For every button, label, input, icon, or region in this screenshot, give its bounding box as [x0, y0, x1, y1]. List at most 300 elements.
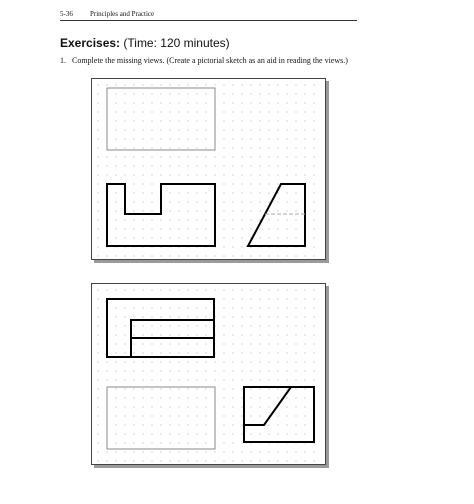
grid-dot — [304, 361, 305, 362]
grid-dot — [268, 147, 269, 148]
grid-dot — [223, 156, 224, 157]
grid-dot — [277, 102, 278, 103]
grid-dot — [277, 361, 278, 362]
grid-dot — [268, 120, 269, 121]
grid-dot — [205, 129, 206, 130]
grid-dot — [97, 289, 98, 290]
grid-dot — [133, 397, 134, 398]
grid-dot — [259, 415, 260, 416]
grid-dot — [277, 84, 278, 85]
grid-dot — [313, 111, 314, 112]
grid-dot — [313, 174, 314, 175]
grid-dot — [169, 165, 170, 166]
instruction-number: 1. — [60, 56, 66, 65]
grid-dot — [151, 147, 152, 148]
grid-dot — [268, 406, 269, 407]
grid-dot — [97, 246, 98, 247]
grid-dot — [133, 316, 134, 317]
grid-dot — [313, 192, 314, 193]
grid-dot — [178, 415, 179, 416]
grid-dot — [295, 307, 296, 308]
grid-dot — [295, 298, 296, 299]
grid-dot — [169, 343, 170, 344]
grid-dot — [313, 102, 314, 103]
grid-dot — [232, 415, 233, 416]
grid-dot — [313, 147, 314, 148]
grid-dot — [250, 111, 251, 112]
grid-dot — [232, 334, 233, 335]
grid-dot — [295, 201, 296, 202]
grid-dot — [133, 102, 134, 103]
grid-dot — [187, 102, 188, 103]
grid-dot — [241, 316, 242, 317]
grid-dot — [169, 433, 170, 434]
grid-dot — [250, 219, 251, 220]
grid-dot — [295, 237, 296, 238]
grid-dot — [142, 237, 143, 238]
grid-dot — [142, 147, 143, 148]
grid-dot — [295, 325, 296, 326]
grid-dot — [241, 298, 242, 299]
grid-dot — [304, 352, 305, 353]
grid-dot — [160, 102, 161, 103]
grid-dot — [124, 424, 125, 425]
grid-dot — [277, 129, 278, 130]
grid-dot — [178, 102, 179, 103]
grid-dot — [313, 138, 314, 139]
grid-dot — [196, 156, 197, 157]
grid-dot — [286, 138, 287, 139]
grid-dot — [187, 147, 188, 148]
grid-dot — [115, 138, 116, 139]
grid-dot — [295, 388, 296, 389]
grid-dot — [169, 442, 170, 443]
grid-dot — [160, 147, 161, 148]
grid-dot — [187, 361, 188, 362]
grid-dot — [196, 442, 197, 443]
grid-dot — [223, 433, 224, 434]
grid-dot — [178, 129, 179, 130]
grid-dot — [160, 255, 161, 256]
grid-dot — [295, 397, 296, 398]
grid-dot — [205, 120, 206, 121]
grid-dot — [286, 379, 287, 380]
grid-dot — [205, 147, 206, 148]
grid-dot — [160, 397, 161, 398]
grid-dot — [232, 361, 233, 362]
grid-dot — [277, 379, 278, 380]
grid-dot — [196, 397, 197, 398]
grid-dot — [268, 228, 269, 229]
grid-dot — [223, 307, 224, 308]
grid-dot — [133, 255, 134, 256]
grid-dot — [286, 370, 287, 371]
grid-dot — [205, 442, 206, 443]
grid-dot — [133, 228, 134, 229]
grid-dot — [241, 255, 242, 256]
grid-dot — [115, 406, 116, 407]
grid-dot — [124, 460, 125, 461]
grid-dot — [160, 388, 161, 389]
grid-dot — [205, 93, 206, 94]
grid-dot — [160, 138, 161, 139]
grid-dot — [304, 379, 305, 380]
grid-dot — [223, 460, 224, 461]
grid-dot — [196, 93, 197, 94]
grid-dot — [115, 156, 116, 157]
grid-dot — [250, 165, 251, 166]
grid-dot — [250, 406, 251, 407]
grid-dot — [151, 129, 152, 130]
grid-dot — [169, 210, 170, 211]
grid-dot — [304, 343, 305, 344]
grid-dot — [223, 228, 224, 229]
grid-dot — [151, 93, 152, 94]
grid-dot — [241, 352, 242, 353]
grid-dot — [241, 174, 242, 175]
grid-dot — [187, 129, 188, 130]
grid-dot — [223, 147, 224, 148]
grid-dot — [133, 361, 134, 362]
grid-dot — [277, 174, 278, 175]
grid-dot — [196, 165, 197, 166]
grid-dot — [250, 334, 251, 335]
grid-dot — [268, 210, 269, 211]
grid-dot — [295, 93, 296, 94]
grid-dot — [106, 379, 107, 380]
grid-dot — [286, 388, 287, 389]
grid-dot — [286, 228, 287, 229]
grid-dot — [178, 370, 179, 371]
grid-dot — [196, 361, 197, 362]
grid-dot — [223, 415, 224, 416]
grid-dot — [241, 93, 242, 94]
grid-dot — [241, 433, 242, 434]
grid-dot — [124, 433, 125, 434]
grid-dot — [178, 120, 179, 121]
grid-dot — [187, 370, 188, 371]
grid-dot — [115, 289, 116, 290]
grid-dot — [295, 451, 296, 452]
grid-dot — [286, 415, 287, 416]
grid-dot — [133, 84, 134, 85]
grid-dot — [151, 325, 152, 326]
grid-dot — [196, 255, 197, 256]
grid-dot — [169, 192, 170, 193]
grid-dot — [97, 424, 98, 425]
grid-dot — [223, 406, 224, 407]
grid-dot — [196, 228, 197, 229]
grid-dot — [205, 397, 206, 398]
grid-dot — [295, 316, 296, 317]
instruction-line — [60, 56, 348, 65]
grid-dot — [304, 298, 305, 299]
grid-dot — [151, 120, 152, 121]
grid-dot — [259, 406, 260, 407]
grid-dot — [115, 361, 116, 362]
grid-dot — [250, 433, 251, 434]
grid-dot — [133, 156, 134, 157]
grid-dot — [295, 120, 296, 121]
grid-dot — [196, 138, 197, 139]
grid-dot — [259, 138, 260, 139]
grid-dot — [250, 255, 251, 256]
grid-dot — [313, 237, 314, 238]
grid-dot — [277, 352, 278, 353]
grid-dot — [313, 246, 314, 247]
grid-dot — [124, 102, 125, 103]
grid-dot — [97, 84, 98, 85]
grid-dot — [133, 183, 134, 184]
grid-dot — [106, 460, 107, 461]
grid-dot — [250, 147, 251, 148]
grid-dot — [205, 361, 206, 362]
grid-dot — [115, 93, 116, 94]
grid-dot — [151, 415, 152, 416]
grid-dot — [250, 192, 251, 193]
grid-dot — [268, 192, 269, 193]
grid-dot — [232, 111, 233, 112]
grid-dot — [169, 102, 170, 103]
grid-dot — [178, 138, 179, 139]
grid-dot — [250, 307, 251, 308]
grid-dot — [133, 415, 134, 416]
grid-dot — [295, 129, 296, 130]
grid-dot — [232, 201, 233, 202]
grid-dot — [295, 165, 296, 166]
grid-dot — [286, 397, 287, 398]
grid-dot — [115, 237, 116, 238]
grid-dot — [187, 156, 188, 157]
grid-dot — [259, 147, 260, 148]
grid-dot — [259, 210, 260, 211]
exercises-heading: Exercises: — [60, 36, 121, 50]
grid-dot — [259, 289, 260, 290]
grid-dot — [97, 93, 98, 94]
grid-dot — [178, 397, 179, 398]
grid-dot — [286, 316, 287, 317]
grid-dot — [277, 255, 278, 256]
grid-dot — [241, 370, 242, 371]
grid-dot — [286, 307, 287, 308]
grid-dot — [304, 174, 305, 175]
grid-dot — [268, 316, 269, 317]
grid-dot — [178, 165, 179, 166]
grid-dot — [115, 165, 116, 166]
grid-dot — [142, 397, 143, 398]
grid-dot — [286, 424, 287, 425]
grid-dot — [268, 361, 269, 362]
grid-dot — [241, 138, 242, 139]
grid-dot — [259, 379, 260, 380]
grid-dot — [169, 219, 170, 220]
grid-dot — [160, 352, 161, 353]
grid-dot — [178, 255, 179, 256]
grid-dot — [241, 237, 242, 238]
grid-dot — [142, 442, 143, 443]
grid-dot — [187, 334, 188, 335]
grid-dot — [232, 183, 233, 184]
grid-dot — [277, 111, 278, 112]
grid-dot — [295, 370, 296, 371]
grid-dot — [124, 370, 125, 371]
grid-dot — [304, 289, 305, 290]
grid-dot — [178, 93, 179, 94]
grid-dot — [286, 93, 287, 94]
grid-dot — [232, 174, 233, 175]
grid-dot — [178, 361, 179, 362]
grid-dot — [160, 174, 161, 175]
grid-dot — [214, 379, 215, 380]
grid-dot — [97, 192, 98, 193]
grid-dot — [133, 147, 134, 148]
grid-dot — [268, 388, 269, 389]
grid-dot — [115, 219, 116, 220]
grid-dot — [187, 138, 188, 139]
grid-dot — [115, 343, 116, 344]
grid-dot — [259, 352, 260, 353]
grid-dot — [187, 120, 188, 121]
grid-dot — [187, 93, 188, 94]
grid-dot — [313, 156, 314, 157]
grid-dot — [187, 433, 188, 434]
grid-dot — [268, 352, 269, 353]
grid-dot — [142, 84, 143, 85]
grid-dot — [277, 156, 278, 157]
grid-dot — [115, 255, 116, 256]
grid-dot — [178, 316, 179, 317]
grid-dot — [115, 174, 116, 175]
grid-dot — [241, 406, 242, 407]
grid-dot — [313, 379, 314, 380]
grid-dot — [187, 228, 188, 229]
grid-dot — [268, 174, 269, 175]
grid-dot — [223, 388, 224, 389]
grid-dot — [277, 325, 278, 326]
grid-dot — [133, 129, 134, 130]
grid-dot — [259, 334, 260, 335]
grid-dot — [223, 316, 224, 317]
grid-dot — [250, 228, 251, 229]
grid-dot — [97, 111, 98, 112]
grid-dot — [241, 442, 242, 443]
grid-dot — [196, 325, 197, 326]
grid-dot — [151, 379, 152, 380]
grid-dot — [151, 183, 152, 184]
grid-dot — [142, 424, 143, 425]
grid-dot — [187, 192, 188, 193]
grid-dot — [151, 138, 152, 139]
grid-dot — [205, 289, 206, 290]
grid-dot — [124, 84, 125, 85]
grid-dot — [124, 406, 125, 407]
grid-dot — [295, 424, 296, 425]
grid-dot — [133, 138, 134, 139]
grid-dot — [277, 370, 278, 371]
grid-dot — [313, 120, 314, 121]
grid-dot — [250, 174, 251, 175]
grid-dot — [124, 343, 125, 344]
grid-dot — [313, 370, 314, 371]
grid-dot — [223, 370, 224, 371]
grid-dot — [115, 192, 116, 193]
grid-dot — [286, 289, 287, 290]
grid-dot — [142, 102, 143, 103]
grid-dot — [169, 147, 170, 148]
grid-dot — [133, 165, 134, 166]
grid-dot — [169, 255, 170, 256]
grid-dot — [214, 165, 215, 166]
grid-dot — [277, 183, 278, 184]
grid-dot — [232, 388, 233, 389]
grid-dot — [268, 138, 269, 139]
grid-dot — [268, 237, 269, 238]
grid-dot — [250, 325, 251, 326]
grid-dot — [205, 460, 206, 461]
grid-dot — [250, 210, 251, 211]
grid-dot — [250, 316, 251, 317]
grid-dot — [133, 334, 134, 335]
grid-dot — [232, 237, 233, 238]
grid-dot — [268, 129, 269, 130]
grid-dot — [205, 370, 206, 371]
grid-dot — [160, 361, 161, 362]
grid-dot — [106, 289, 107, 290]
grid-dot — [124, 415, 125, 416]
grid-dot — [160, 219, 161, 220]
grid-dot — [268, 255, 269, 256]
grid-dot — [286, 129, 287, 130]
grid-dot — [250, 460, 251, 461]
grid-dot — [223, 361, 224, 362]
grid-dot — [268, 424, 269, 425]
grid-dot — [169, 316, 170, 317]
grid-dot — [286, 298, 287, 299]
grid-dot — [97, 451, 98, 452]
grid-dot — [295, 219, 296, 220]
grid-dot — [295, 334, 296, 335]
grid-dot — [142, 255, 143, 256]
grid-dot — [259, 219, 260, 220]
grid-dot — [142, 415, 143, 416]
grid-dot — [133, 433, 134, 434]
grid-dot — [286, 165, 287, 166]
grid-dot — [151, 397, 152, 398]
grid-dot — [97, 228, 98, 229]
grid-dot — [178, 307, 179, 308]
grid-dot — [115, 210, 116, 211]
grid-dot — [196, 379, 197, 380]
grid-dot — [97, 433, 98, 434]
grid-dot — [142, 129, 143, 130]
grid-dot — [259, 111, 260, 112]
grid-dot — [277, 397, 278, 398]
grid-dot — [151, 111, 152, 112]
grid-dot — [160, 433, 161, 434]
grid-dot — [295, 192, 296, 193]
grid-dot — [313, 361, 314, 362]
grid-dot — [142, 352, 143, 353]
grid-dot — [223, 120, 224, 121]
grid-dot — [232, 406, 233, 407]
grid-dot — [169, 325, 170, 326]
grid-dot — [268, 460, 269, 461]
grid-dot — [232, 460, 233, 461]
grid-dot — [232, 255, 233, 256]
grid-dot — [304, 129, 305, 130]
grid-dot — [133, 201, 134, 202]
grid-dot — [214, 174, 215, 175]
